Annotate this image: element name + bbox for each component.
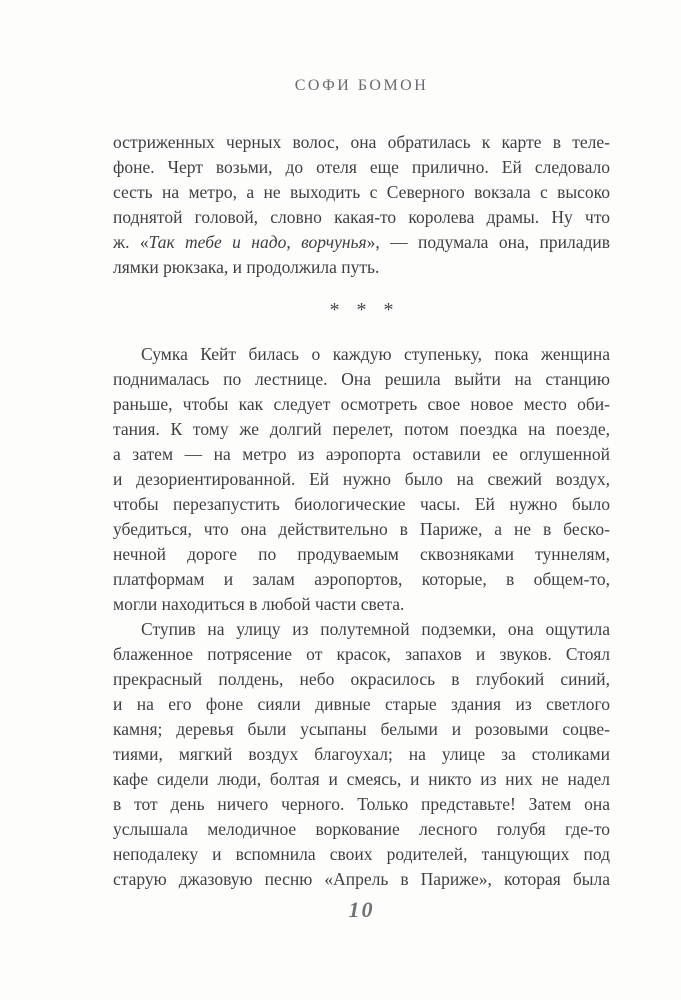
text-line: раньше, чтобы как следует осмотреть свое новое место оби- [113,394,610,414]
paragraph-2 [113,342,610,617]
text-line: неподалеку и вспомнила своих родителей, танцующих под [113,844,610,864]
text-line: могли находиться в любой части света. [113,594,405,614]
text-line: старую джазовую песню «Апрель в Париже», которая была [113,869,610,889]
text-line: и на его фоне сияли дивные старые здания из светлого [113,694,610,714]
paragraph-3 [113,617,610,892]
text-line: тиями, мягкий воздух благоухал; на улице за столиками [113,744,610,764]
text-line: фоне. Черт возьми, до отеля еще прилично. Ей следовало [113,157,610,177]
text-line: чтобы перезапустить биологические часы. Ей нужно было [113,494,610,514]
text-line: поднятой головой, словно какая-то королева драмы. Ну что [113,207,610,227]
text-line: поднималась по лестнице. Она решила выйти на станцию [113,369,610,389]
text-line: остриженных черных волос, она обратилась к карте в теле- [113,132,610,152]
text-segment: », — подумала она, приладив [366,232,610,252]
text-segment: ж. « [113,232,149,252]
text-line: а затем — на метро из аэропорта оставили ее оглушенной [113,444,610,464]
italic-quote-segment: Так тебе и надо, ворчунья [148,232,367,252]
running-header-author: СОФИ БОМОН [294,77,429,94]
text-line: убедиться, что она действительно в Париже, а не в беско- [113,519,610,539]
text-line-with-italic-quote [113,230,610,255]
text-line: услышала мелодичное воркование лесного голубя где-то [113,819,610,839]
text-line: лямки рюкзака, и продолжила путь. [113,257,380,277]
text-line: блаженное потрясение от красок, запахов и звуков. Стоял [113,644,610,664]
text-line: в тот день ничего черного. Только представьте! Затем она [113,794,610,814]
text-line: платформам и залам аэропортов, которые, в общем-то, [113,569,610,589]
section-divider: * * * [329,299,400,321]
text-line: сесть на метро, а не выходить с Северного вокзала с высоко [113,182,610,202]
text-block [113,130,610,892]
text-line: камня; деревья были усыпаны белыми и розовыми соцве- [113,719,610,739]
text-line: прекрасный полдень, небо окрасилось в глубокий синий, [113,669,610,689]
paragraph-1 [113,130,610,280]
text-line: нечной дороге по продуваемым сквозняками туннелям, [113,544,610,564]
page-number: 10 [348,897,375,922]
text-line: кафе сидели люди, болтая и смеясь, и никто из них не надел [113,769,610,789]
text-line: Сумка Кейт билась о каждую ступеньку, пока женщина [141,344,610,364]
text-line: и дезориентированной. Ей нужно было на свежий воздух, [113,469,610,489]
text-line: тания. К тому же долгий перелет, потом поездка на поезде, [113,419,610,439]
text-line: Ступив на улицу из полутемной подземки, она ощутила [141,619,610,639]
